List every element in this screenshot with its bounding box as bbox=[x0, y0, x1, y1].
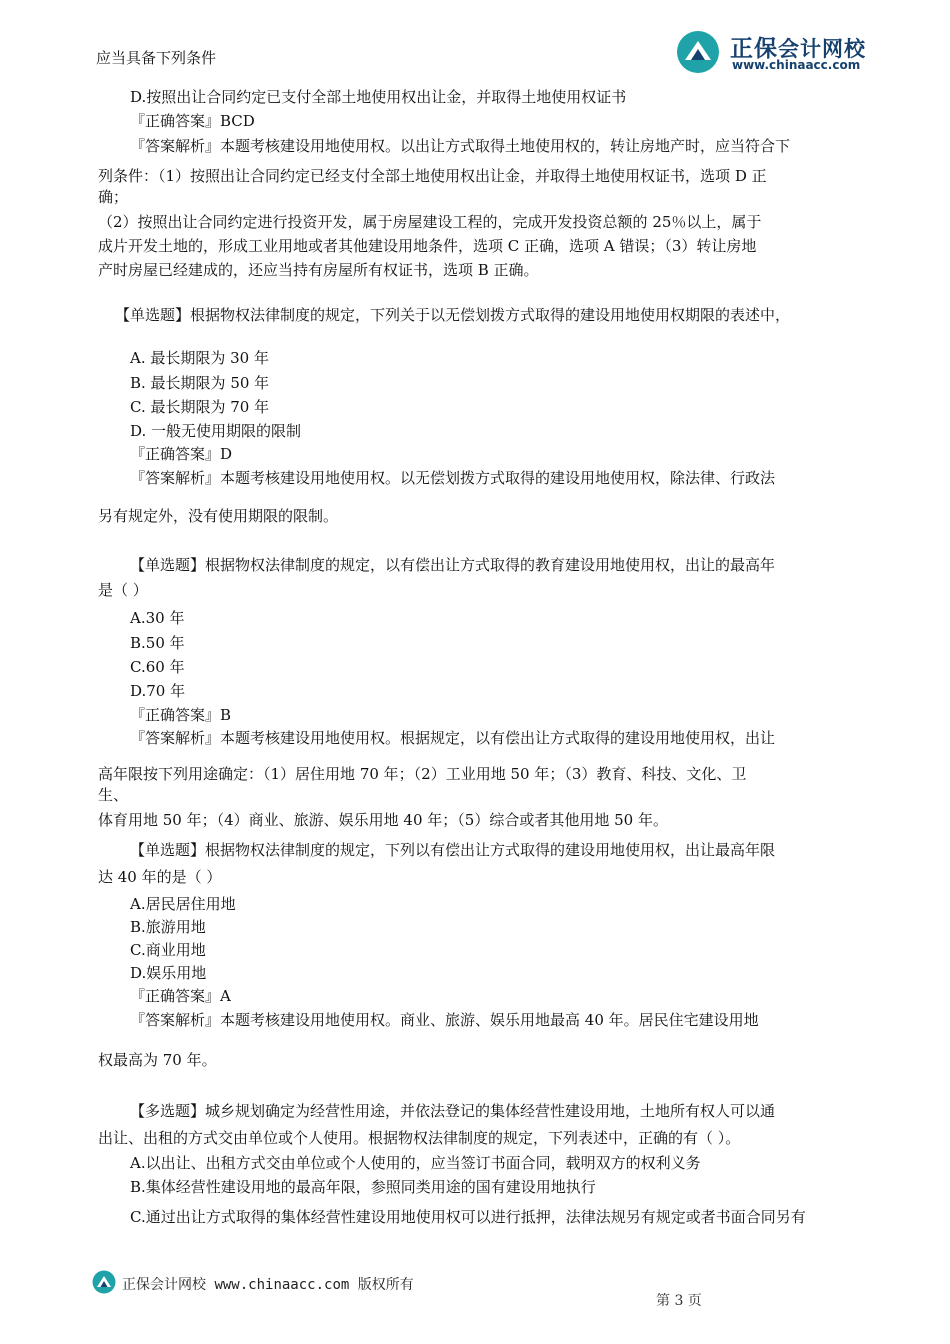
q2-analysis-line: 『答案解析』本题考核建设用地使用权。以无偿划拨方式取得的建设用地使用权，除法律、行政法 bbox=[130, 469, 776, 487]
q1-analysis-line: 产时房屋已经建成的，还应当持有房屋所有权证书，选项 B 正确。 bbox=[98, 261, 539, 279]
top-fragment: 应当具备下列条件 bbox=[96, 49, 217, 67]
q4-option: C.商业用地 bbox=[130, 941, 206, 959]
q1-analysis-line: 确； bbox=[98, 188, 129, 206]
logo-brand-text: 正保会计网校 bbox=[730, 36, 866, 62]
header-logo bbox=[676, 28, 876, 76]
q3-stem: 【单选题】根据物权法律制度的规定，以有偿出让方式取得的教育建设用地使用权，出让的最高年 bbox=[130, 556, 776, 574]
q3-answer: 『正确答案』B bbox=[130, 706, 232, 724]
q5-stem: 【多选题】城乡规划确定为经营性用途，并依法登记的集体经营性建设用地，土地所有权人可以通 bbox=[130, 1102, 776, 1120]
q2-option: C. 最长期限为 70 年 bbox=[130, 398, 270, 416]
q2-option: B. 最长期限为 50 年 bbox=[130, 374, 270, 392]
q5-stem-cont: 出让、出租的方式交由单位或个人使用。根据物权法律制度的规定，下列表述中，正确的有（ ）。 bbox=[98, 1129, 741, 1147]
q4-analysis-line: 『答案解析』本题考核建设用地使用权。商业、旅游、娱乐用地最高 40 年。居民住宅建设用地 bbox=[130, 1011, 759, 1029]
q5-option: A.以出让、出租方式交由单位或个人使用的，应当签订书面合同，载明双方的权利义务 bbox=[130, 1154, 701, 1172]
q3-option: D.70 年 bbox=[130, 682, 186, 700]
q1-option-d: D.按照出让合同约定已支付全部土地使用权出让金，并取得土地使用权证书 bbox=[130, 88, 627, 106]
q3-option: C.60 年 bbox=[130, 658, 185, 676]
q3-analysis-line: 生、 bbox=[98, 786, 129, 804]
q1-answer: 『正确答案』BCD bbox=[130, 112, 255, 130]
chinaacc-logo-icon bbox=[92, 1270, 116, 1294]
q4-option: D.娱乐用地 bbox=[130, 964, 207, 982]
q2-answer: 『正确答案』D bbox=[130, 445, 233, 463]
q2-option: A. 最长期限为 30 年 bbox=[130, 349, 269, 367]
q1-analysis-line: （2）按照出让合同约定进行投资开发，属于房屋建设工程的，完成开发投资总额的 25％以上，属于 bbox=[98, 213, 762, 231]
q1-analysis-heading: 『答案解析』本题考核建设用地使用权。以出让方式取得土地使用权的，转让房地产时，应当符合下 bbox=[130, 137, 791, 155]
q3-option: A.30 年 bbox=[130, 609, 185, 627]
q3-option: B.50 年 bbox=[130, 634, 185, 652]
q1-analysis-line: 成片开发土地的，形成工业用地或者其他建设用地条件，选项 C 正确，选项 A 错误；（3）转让房地 bbox=[98, 237, 757, 255]
q3-analysis-line: 体育用地 50 年；（4）商业、旅游、娱乐用地 40 年；（5）综合或者其他用地 50 年。 bbox=[98, 811, 668, 829]
q4-analysis-line: 权最高为 70 年。 bbox=[98, 1051, 217, 1069]
q4-answer: 『正确答案』A bbox=[130, 987, 231, 1005]
q2-option: D. 一般无使用期限的限制 bbox=[130, 422, 302, 440]
q5-option: B.集体经营性建设用地的最高年限，参照同类用途的国有建设用地执行 bbox=[130, 1178, 596, 1196]
footer-text: 正保会计网校 www.chinaacc.com 版权所有 bbox=[122, 1277, 414, 1293]
chinaacc-logo-icon bbox=[676, 30, 720, 74]
q1-analysis-line: 列条件：（1）按照出让合同约定已经支付全部土地使用权出让金，并取得土地使用权证书，选项 D 正 bbox=[98, 167, 767, 185]
logo-url: www.chinaacc.com bbox=[732, 58, 861, 72]
q4-stem: 【单选题】根据物权法律制度的规定，下列以有偿出让方式取得的建设用地使用权，出让最高年限 bbox=[130, 841, 776, 859]
q3-stem-cont: 是（ ） bbox=[98, 581, 148, 599]
q4-stem-cont: 达 40 年的是（ ） bbox=[98, 868, 222, 886]
q5-option: C.通过出让方式取得的集体经营性建设用地使用权可以进行抵押，法律法规另有规定或者书面合同另有 bbox=[130, 1208, 806, 1226]
q4-option: B.旅游用地 bbox=[130, 918, 206, 936]
q2-stem: 【单选题】根据物权法律制度的规定，下列关于以无偿划拨方式取得的建设用地使用权期限的表述中， bbox=[115, 306, 791, 324]
q3-analysis-line: 高年限按下列用途确定：（1）居住用地 70 年；（2）工业用地 50 年；（3）教育、科技、文化、卫 bbox=[98, 765, 747, 783]
q2-analysis-line: 另有规定外，没有使用期限的限制。 bbox=[98, 507, 339, 525]
page-number: 第 3 页 bbox=[656, 1293, 702, 1309]
q4-option: A.居民居住用地 bbox=[130, 895, 236, 913]
q3-analysis-line: 『答案解析』本题考核建设用地使用权。根据规定，以有偿出让方式取得的建设用地使用权，出让 bbox=[130, 729, 776, 747]
